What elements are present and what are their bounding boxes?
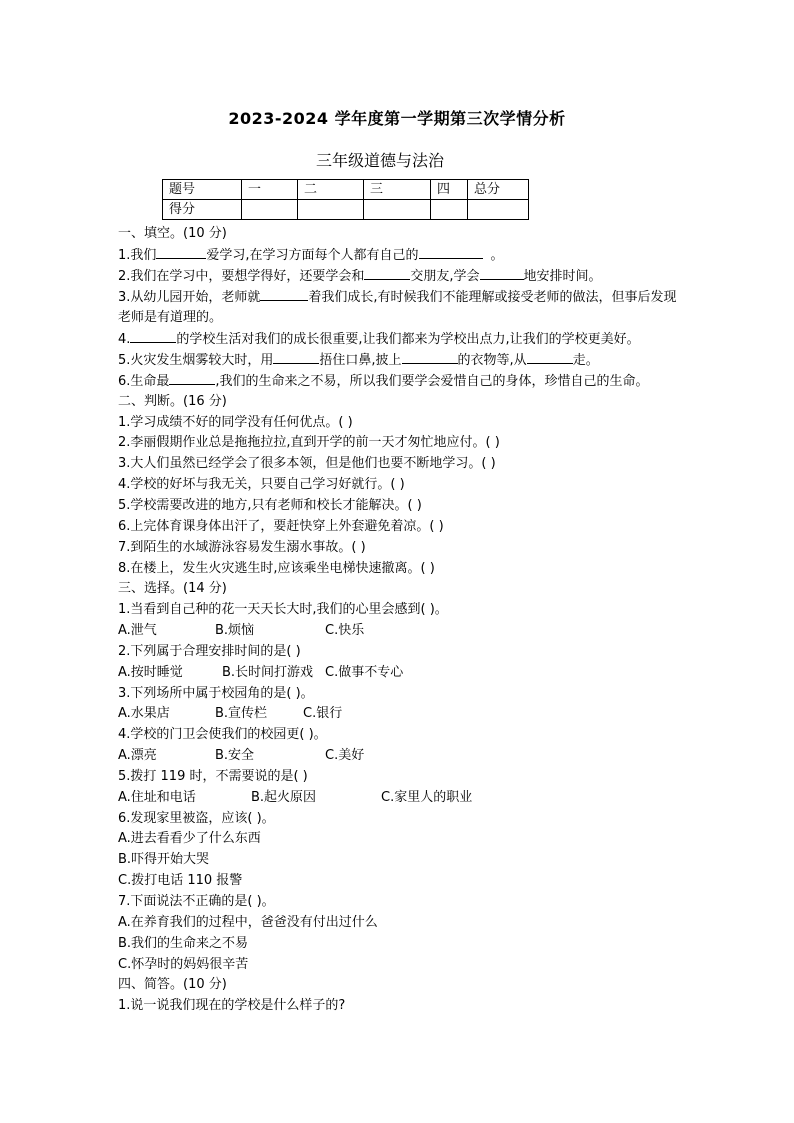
answer-blank[interactable] bbox=[527, 350, 573, 364]
score-row-label: 得分 bbox=[163, 200, 242, 220]
choice-option[interactable]: A.按时睡觉 bbox=[118, 664, 183, 680]
score-header-cell: 一 bbox=[242, 180, 298, 200]
score-header-cell: 题号 bbox=[163, 180, 242, 200]
section-heading-choice: 三、选择。(14 分) bbox=[118, 581, 227, 597]
short-answer-question: 1.说一说我们现在的学校是什么样子的? bbox=[118, 998, 346, 1014]
choice-option[interactable]: A.在养育我们的过程中，爸爸没有付出过什么 bbox=[118, 914, 378, 930]
score-header-cell: 总分 bbox=[468, 180, 529, 200]
judge-question: 5.学校需要改进的地方,只有老师和校长才能解决。( ) bbox=[118, 497, 422, 513]
choice-option[interactable]: A.水果店 bbox=[118, 706, 170, 722]
answer-blank[interactable] bbox=[273, 350, 319, 364]
judge-question: 8.在楼上，发生火灾逃生时,应该乘坐电梯快速撤离。( ) bbox=[118, 560, 435, 576]
choice-option[interactable]: A.进去看看少了什么东西 bbox=[118, 831, 261, 847]
fill-question-3: 3.从幼儿园开始，老师就 着我们成长,有时候我们不能理解或接受老师的做法，但事后发现老师是有道理的。 bbox=[118, 287, 688, 330]
exam-subtitle: 三年级道德与法治 bbox=[315, 151, 444, 170]
choice-option[interactable]: C.怀孕时的妈妈很辛苦 bbox=[118, 956, 249, 972]
judge-question: 3.大人们虽然已经学会了很多本领，但是他们也要不断地学习。( ) bbox=[118, 456, 496, 472]
judge-question: 4.学校的好坏与我无关，只要自己学习好就行。( ) bbox=[118, 477, 405, 493]
answer-blank[interactable] bbox=[364, 266, 410, 280]
score-header-cell: 三 bbox=[364, 180, 431, 200]
exam-title: 2023-2024 学年度第一学期第三次学情分析 bbox=[228, 109, 566, 128]
choice-option[interactable]: A.泄气 bbox=[118, 623, 157, 639]
score-table bbox=[162, 179, 529, 220]
choice-option[interactable]: A.漂亮 bbox=[118, 748, 157, 764]
judge-question: 2.李丽假期作业总是拖拖拉拉,直到开学的前一天才匆忙地应付。( ) bbox=[118, 435, 500, 451]
answer-blank[interactable] bbox=[260, 287, 308, 301]
choice-option[interactable]: A.住址和电话 bbox=[118, 789, 196, 805]
fill-question-4: 4. 的学校生活对我们的成长很重要,让我们都来为学校出点力,让我们的学校更美好。 bbox=[118, 329, 688, 350]
judge-question: 6.上完体育课身体出汗了，要赶快穿上外套避免着凉。( ) bbox=[118, 518, 444, 534]
score-input-cell[interactable] bbox=[431, 200, 468, 220]
choice-options bbox=[118, 788, 688, 809]
score-table-score-row bbox=[163, 200, 529, 220]
section-heading-true-false: 二、判断。(16 分) bbox=[118, 393, 227, 409]
choice-options bbox=[118, 663, 688, 684]
choice-options bbox=[118, 704, 688, 725]
judge-question: 1.学习成绩不好的同学没有任何优点。( ) bbox=[118, 414, 353, 430]
score-input-cell[interactable] bbox=[364, 200, 431, 220]
choice-option[interactable]: B.长时间打游戏 bbox=[222, 664, 314, 680]
section-heading-fill-blanks: 一、填空。(10 分) bbox=[118, 226, 227, 241]
section-heading-short-answer: 四、简答。(10 分) bbox=[118, 977, 227, 993]
choice-question-stem: 5.拨打 119 时，不需要说的是( ) bbox=[118, 768, 308, 784]
answer-blank[interactable] bbox=[419, 245, 483, 259]
fill-question-5: 5.火灾发生烟雾较大时，用 捂住口鼻,披上 的衣物等,从 走。 bbox=[118, 350, 688, 371]
choice-option[interactable]: C.家里人的职业 bbox=[381, 789, 473, 805]
answer-blank[interactable] bbox=[156, 245, 206, 259]
score-input-cell[interactable] bbox=[468, 200, 529, 220]
choice-option[interactable]: C.拨打电话 110 报警 bbox=[118, 873, 243, 889]
choice-option[interactable]: B.吓得开始大哭 bbox=[118, 852, 210, 868]
choice-option[interactable]: C.做事不专心 bbox=[325, 664, 404, 680]
judge-question: 7.到陌生的水域游泳容易发生溺水事故。( ) bbox=[118, 539, 366, 555]
score-input-cell[interactable] bbox=[242, 200, 298, 220]
choice-options bbox=[118, 746, 688, 767]
choice-question-stem: 1.当看到自己种的花一天天长大时,我们的心里会感到( )。 bbox=[118, 602, 448, 618]
answer-blank[interactable] bbox=[402, 350, 458, 364]
score-header-cell: 四 bbox=[431, 180, 468, 200]
answer-blank[interactable] bbox=[480, 266, 524, 280]
choice-option[interactable]: B.起火原因 bbox=[251, 789, 317, 805]
fill-question-2: 2.我们在学习中，要想学得好，还要学会和 交朋友,学会 地安排时间。 bbox=[118, 266, 688, 287]
choice-option[interactable]: C.快乐 bbox=[325, 623, 365, 639]
choice-option[interactable]: B.宣传栏 bbox=[215, 706, 268, 722]
fill-question-1: 1.我们 爱学习,在学习方面每个人都有自己的 。 bbox=[118, 245, 688, 266]
choice-option[interactable]: C.美好 bbox=[325, 748, 365, 764]
choice-question-stem: 7.下面说法不正确的是( )。 bbox=[118, 894, 275, 909]
choice-question-stem: 6.发现家里被盗，应该( )。 bbox=[118, 810, 275, 826]
score-table-header-row bbox=[163, 180, 529, 200]
choice-question-stem: 4.学校的门卫会使我们的校园更( )。 bbox=[118, 727, 327, 743]
choice-question-stem: 3.下列场所中属于校园角的是( )。 bbox=[118, 685, 314, 701]
choice-option[interactable]: B.我们的生命来之不易 bbox=[118, 935, 249, 951]
answer-blank[interactable] bbox=[169, 371, 215, 385]
choice-options bbox=[118, 621, 688, 642]
fill-question-6: 6.生命最 ,我们的生命来之不易，所以我们要学会爱惜自己的身体，珍惜自己的生命。 bbox=[118, 371, 688, 392]
answer-blank[interactable] bbox=[130, 329, 176, 343]
choice-option[interactable]: B.烦恼 bbox=[215, 623, 255, 639]
score-input-cell[interactable] bbox=[298, 200, 364, 220]
choice-option[interactable]: B.安全 bbox=[215, 748, 255, 764]
choice-option[interactable]: C.银行 bbox=[303, 706, 343, 722]
score-header-cell: 二 bbox=[298, 180, 364, 200]
choice-question-stem: 2.下列属于合理安排时间的是( ) bbox=[118, 643, 301, 659]
exam-content bbox=[118, 224, 688, 1017]
